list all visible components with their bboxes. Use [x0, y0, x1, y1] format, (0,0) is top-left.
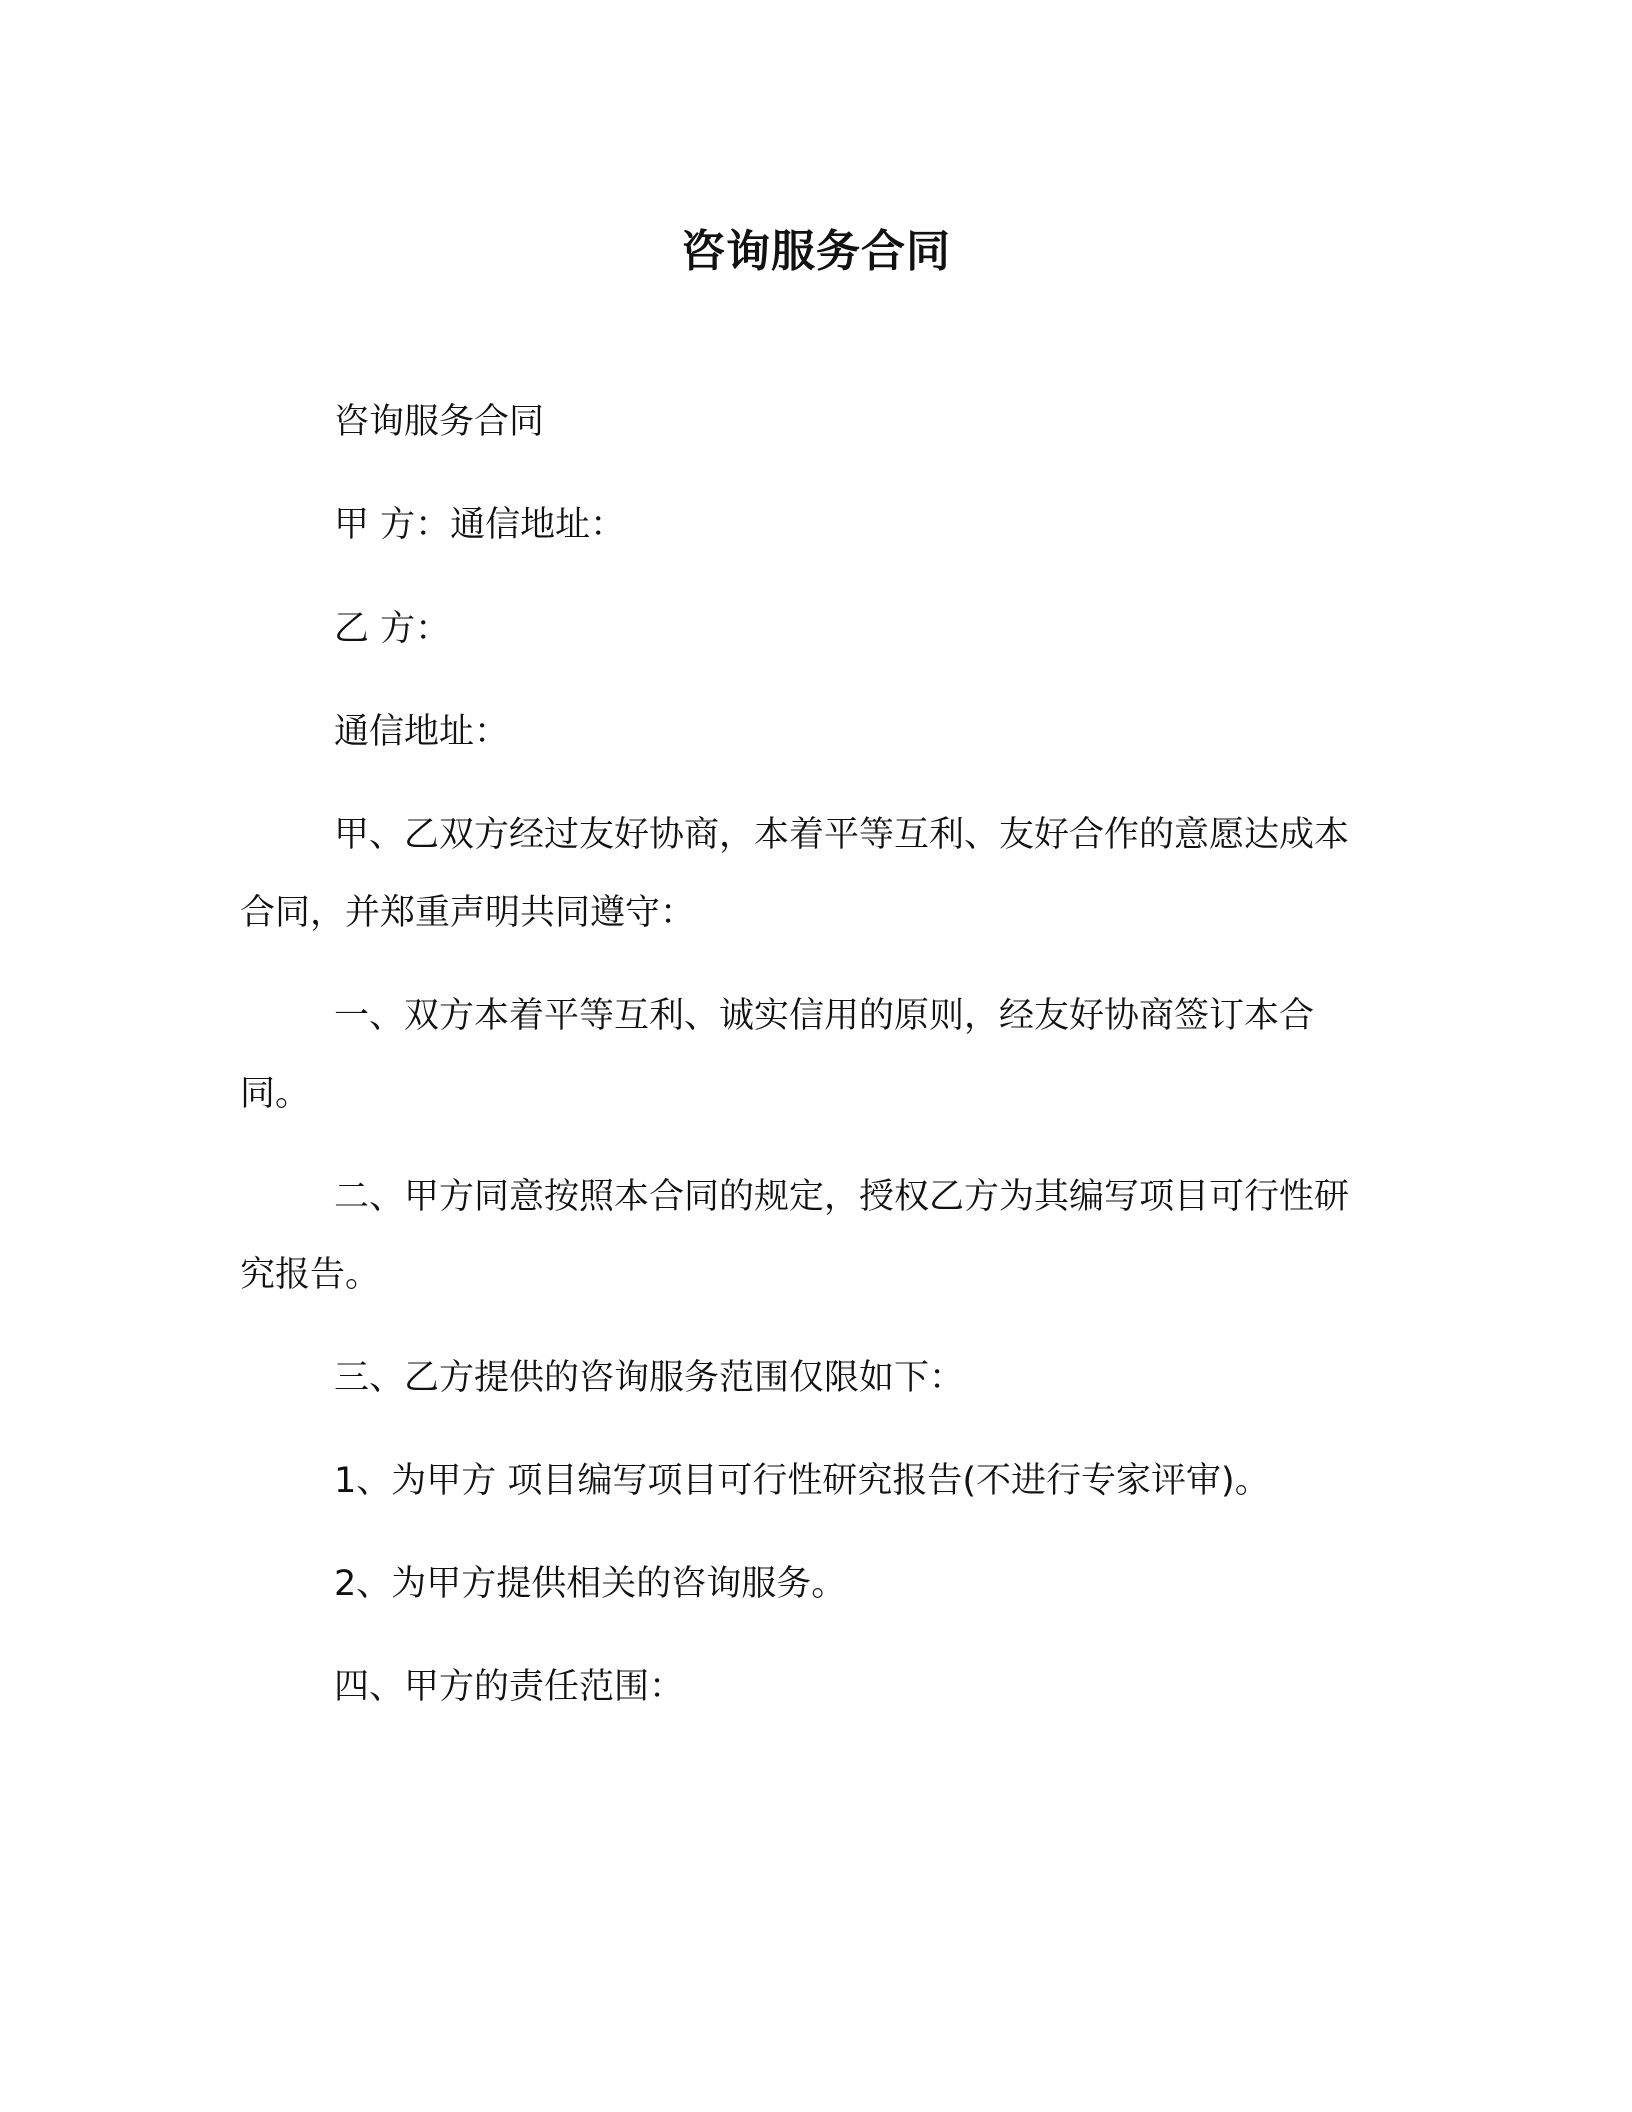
paragraph-clause-3-item-1: 1、为甲方 项目编写项目可行性研究报告(不进行专家评审)。: [334, 1461, 1270, 1501]
paragraph-party-b: 乙 方：: [334, 609, 451, 649]
paragraph-address: 通信地址：: [334, 712, 510, 752]
paragraph-clause-3-item-2: 2、为甲方提供相关的咨询服务。: [334, 1564, 847, 1604]
paragraph-clause-1: 一、双方本着平等互利、诚实信用的原则，经友好协商签订本合同。: [240, 996, 1315, 1114]
document-title: 咨询服务合同: [681, 226, 951, 277]
paragraph-subtitle: 咨询服务合同: [334, 402, 545, 442]
paragraph-clause-3: 三、乙方提供的咨询服务范围仅限如下：: [334, 1358, 965, 1398]
paragraph-party-a: 甲 方：通信地址：: [334, 505, 626, 545]
paragraph-preamble: 甲、乙双方经过友好协商，本着平等互利、友好合作的意愿达成本合同，并郑重声明共同遵守：: [240, 815, 1350, 933]
paragraph-clause-2: 二、甲方同意按照本合同的规定，授权乙方为其编写项目可行性研究报告。: [240, 1177, 1350, 1295]
paragraph-clause-4: 四、甲方的责任范围：: [334, 1667, 685, 1707]
